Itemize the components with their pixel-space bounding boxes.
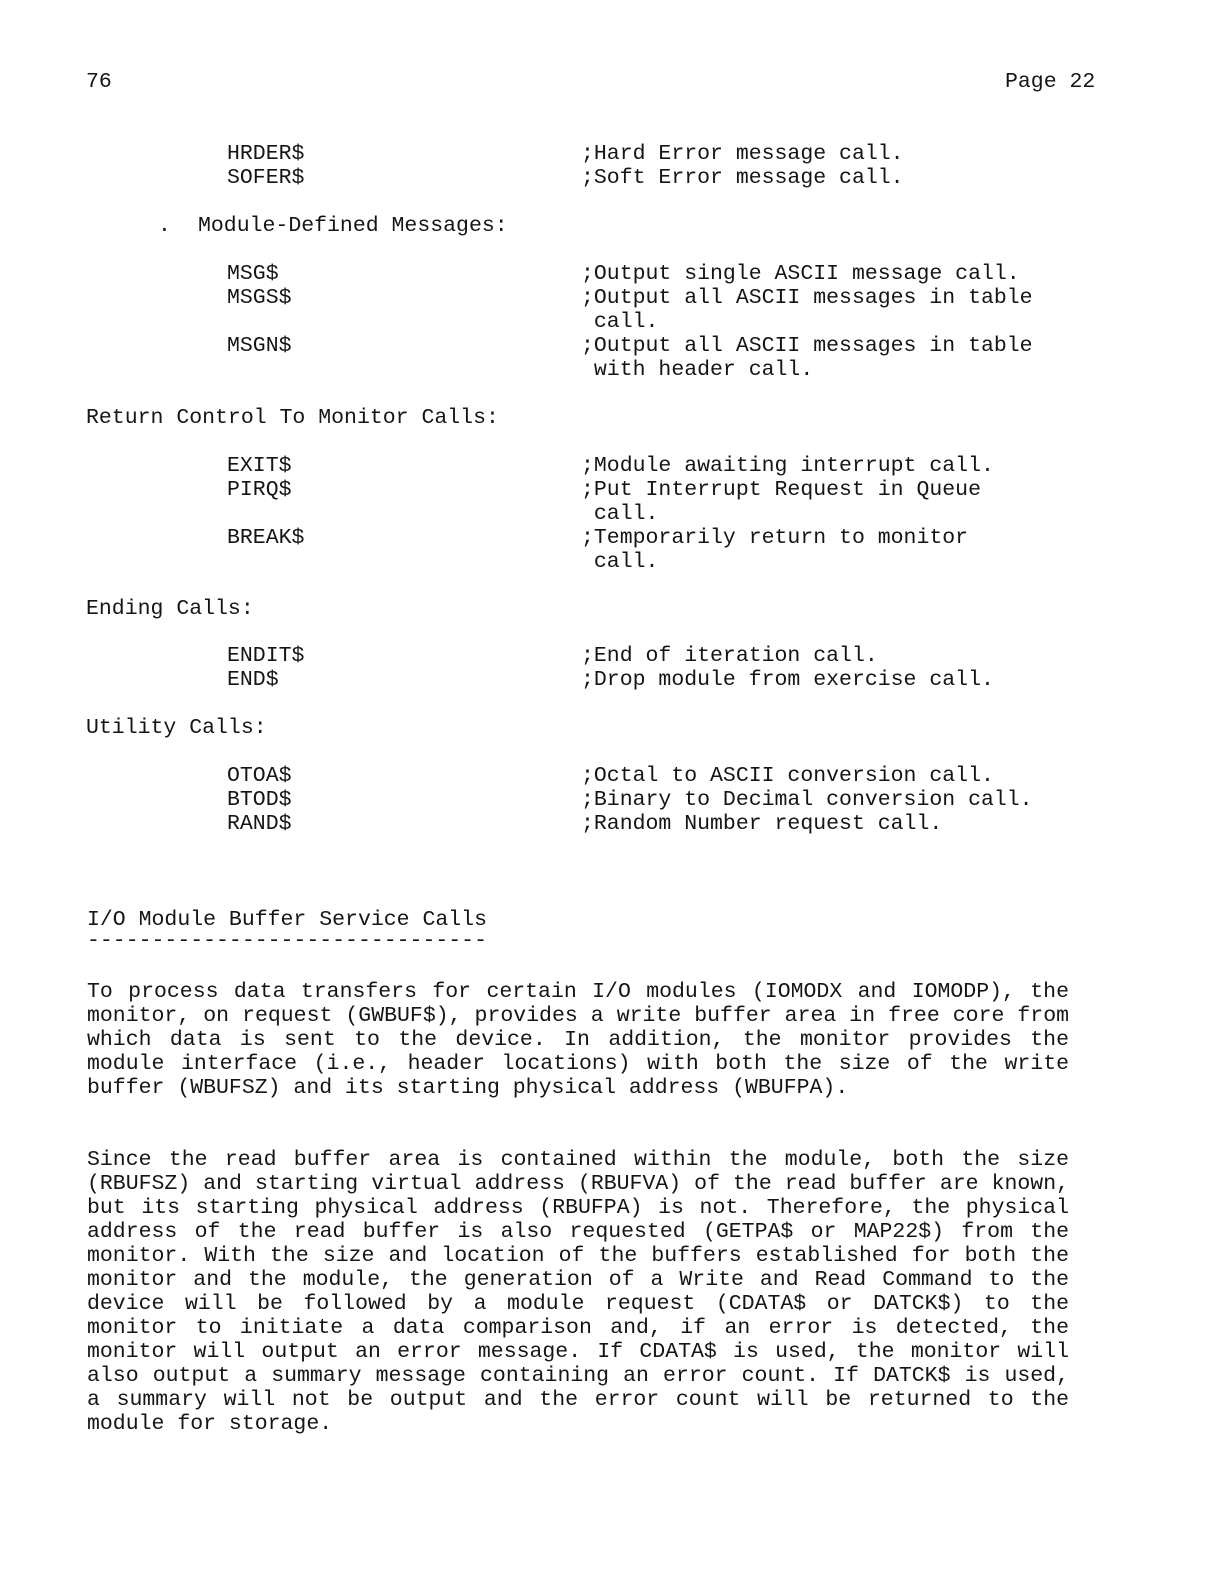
section-heading-utility-calls: Utility Calls: <box>86 716 267 740</box>
call-name: ENDIT$ <box>227 644 305 668</box>
list-item <box>0 764 1224 788</box>
call-name: RAND$ <box>227 812 292 836</box>
module-messages-list <box>0 262 1224 382</box>
call-description-continued: call. <box>581 310 659 334</box>
list-item <box>0 166 1224 190</box>
call-name: MSG$ <box>227 262 279 286</box>
page-label-right: Page 22 <box>1005 70 1096 94</box>
section-heading-ending-calls: Ending Calls: <box>86 597 254 621</box>
call-description: ;Soft Error message call. <box>581 166 904 190</box>
call-name: HRDER$ <box>227 142 305 166</box>
list-item-continuation <box>0 358 1224 382</box>
return-control-list <box>0 454 1224 574</box>
call-name: BREAK$ <box>227 526 305 550</box>
call-name: PIRQ$ <box>227 478 292 502</box>
call-name: MSGS$ <box>227 286 292 310</box>
call-description: ;Random Number request call. <box>581 812 943 836</box>
list-item-continuation <box>0 502 1224 526</box>
call-description: ;Temporarily return to monitor <box>581 526 969 550</box>
paragraph-write-buffer: To process data transfers for certain I/O modules (IOMODX and IOMODP), the monitor, on request (GWBUF$), provides a write buffer area in free core from which data is sent to the device. In addition, the monitor provides the module interface (i.e., header locations) with both the size of the write buffer (WBUFSZ) and its starting physical address (WBUFPA). <box>87 980 1069 1100</box>
call-description: ;Drop module from exercise call. <box>581 668 994 692</box>
paragraph-read-buffer: Since the read buffer area is contained within the module, both the size (RBUFSZ) and starting virtual address (RBUFVA) of the read buffer are known, but its starting physical address (RBUFPA) is not. Therefore, the physical address of the read buffer is also requested (GETPA$ or MAP22$) from the monitor. With the size and location of the buffers established for both the monitor and the module, the generation of a Write and Read Command to the device will be followed by a module request (CDATA$ or DATCK$) to the monitor to initiate a data comparison and, if an error is detected, the monitor will output an error message. If CDATA$ is used, the monitor will also output a summary message containing an error count. If DATCK$ is used, a summary will not be output and the error count will be returned to the module for storage. <box>87 1148 1069 1436</box>
call-description: ;Output single ASCII message call. <box>581 262 1020 286</box>
ending-calls-list <box>0 644 1224 692</box>
title-underline: ------------------------------- <box>87 929 487 953</box>
bullet-marker: . <box>158 214 171 238</box>
call-name: END$ <box>227 668 279 692</box>
list-item <box>0 454 1224 478</box>
call-description: ;Output all ASCII messages in table <box>581 286 1033 310</box>
list-item <box>0 262 1224 286</box>
call-name: MSGN$ <box>227 334 292 358</box>
list-item <box>0 526 1224 550</box>
call-name: SOFER$ <box>227 166 305 190</box>
page-number-left: 76 <box>86 70 112 94</box>
call-description: ;Hard Error message call. <box>581 142 904 166</box>
list-item <box>0 644 1224 668</box>
call-name: BTOD$ <box>227 788 292 812</box>
utility-calls-list <box>0 764 1224 836</box>
call-name: OTOA$ <box>227 764 292 788</box>
list-item <box>0 286 1224 310</box>
call-description-continued: with header call. <box>581 358 814 382</box>
list-item <box>0 668 1224 692</box>
list-item <box>0 334 1224 358</box>
list-item <box>0 142 1224 166</box>
call-description: ;Output all ASCII messages in table <box>581 334 1033 358</box>
list-item <box>0 478 1224 502</box>
call-description: ;End of iteration call. <box>581 644 878 668</box>
section-heading-return-control: Return Control To Monitor Calls: <box>86 406 499 430</box>
call-description: ;Octal to ASCII conversion call. <box>581 764 994 788</box>
list-item <box>0 788 1224 812</box>
section-title-io-buffer: I/O Module Buffer Service Calls <box>87 908 487 932</box>
call-description: ;Binary to Decimal conversion call. <box>581 788 1033 812</box>
error-calls-list <box>0 142 1224 190</box>
list-item-continuation <box>0 550 1224 574</box>
call-description: ;Put Interrupt Request in Queue <box>581 478 981 502</box>
list-item <box>0 812 1224 836</box>
call-name: EXIT$ <box>227 454 292 478</box>
call-description: ;Module awaiting interrupt call. <box>581 454 994 478</box>
section-heading-module-messages: Module-Defined Messages: <box>198 214 508 238</box>
list-item-continuation <box>0 310 1224 334</box>
call-description-continued: call. <box>581 550 659 574</box>
call-description-continued: call. <box>581 502 659 526</box>
